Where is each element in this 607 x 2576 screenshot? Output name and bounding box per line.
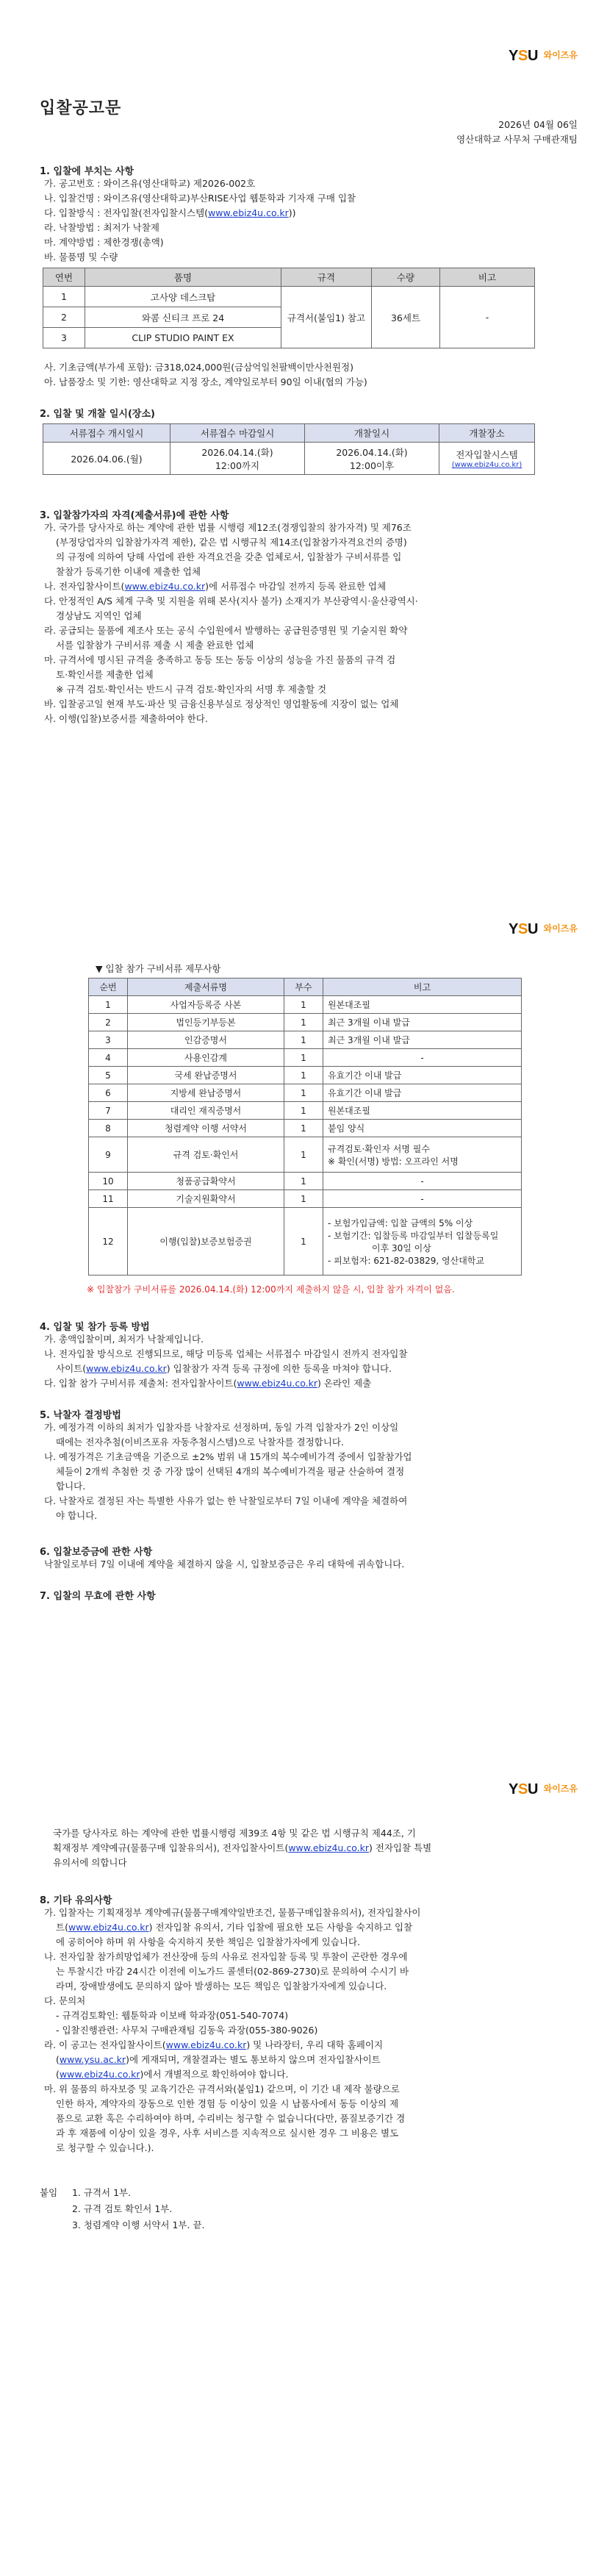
svg-text:S: S [517, 921, 528, 937]
table-cell: 규격서(붙임1) 참고 [281, 287, 372, 348]
svg-text:S: S [517, 1781, 528, 1797]
s8-line: 인한 하자, 계약자의 장동으로 인한 경험 등 이상이 있을 시 납품사에서 동등 이상의 제 [56, 2098, 399, 2109]
table-cell: 1 [284, 1137, 323, 1173]
s8-line: 트(www.ebiz4u.co.kr) 전자입찰 유의서, 기타 입찰에 필요한 모든 사항을 숙지하고 입찰 [56, 1922, 413, 1933]
table-cell: 1 [284, 1014, 323, 1031]
s5-line: 야 합니다. [56, 1510, 98, 1521]
table-cell: 국세 완납증명서 [128, 1067, 284, 1084]
appendix [40, 2185, 205, 2233]
s1-item-1: 가. 공고번호 : 와이즈유(영산대학교) 제2026-002호 [44, 178, 256, 189]
appendix-item: 2. 규격 검토 확인서 1부. [71, 2203, 173, 2214]
s5-line: 가. 예정가격 이하의 최저가 입찰자를 낙찰자로 선정하며, 동일 가격 입찰자가 2인 이상일 [44, 1422, 399, 1433]
table-cell: - [323, 1173, 522, 1190]
svg-text:U: U [527, 1781, 539, 1797]
table-cell: 규격검토·확인자 서명 필수 ※ 확인(서명) 방법: 오프라인 서명 [323, 1137, 522, 1173]
table-cell: 8 [89, 1120, 128, 1137]
s5-line: 합니다. [56, 1481, 86, 1492]
table-cell: 최근 3개월 이내 발급 [323, 1014, 522, 1031]
s3-line: 토·확인서를 제출한 업체 [56, 669, 154, 680]
s3-line: 가. 국가를 당사자로 하는 계약에 관한 법률 시행령 제12조(경쟁입찰의 참가자격) 및 제76조 [44, 522, 412, 533]
s1-item-3: 다. 입찰방식 : 전자입찰(전자입찰시스템(www.ebiz4u.co.kr)) [44, 207, 296, 218]
table-cell: - 보험가입금액: 입찰 금액의 5% 이상 - 보험기간: 입찰등록 마감일부터 입찰등록일 이후 30일 이상 - 피보험자: 621-82-03829, 영산대학교 [323, 1208, 522, 1276]
appendix-item: 1. 규격서 1부. [71, 2187, 132, 2198]
s5-line: 체들이 2개씩 추첨한 것 중 가장 많이 선택된 4개의 복수예비가격을 평균 산술하여 결정 [56, 1466, 405, 1477]
schedule-table [43, 423, 535, 475]
table-cell: 법인등기부등본 [128, 1014, 284, 1031]
s8-line: - 규격검토확인: 웹툰학과 이보배 학과장(051-540-7074) [56, 2010, 289, 2021]
table-cell: 붙임 양식 [323, 1120, 522, 1137]
table-cell: 1 [284, 1120, 323, 1137]
header-logo [509, 46, 578, 63]
ebiz-link[interactable]: www.ebiz4u.co.kr [86, 1363, 167, 1374]
s5-line: 때에는 전자추첨(이비즈포유 자동추첨시스템)으로 낙찰자를 결정합니다. [56, 1437, 344, 1448]
section-2-title: 2. 입찰 및 개찰 일시(장소) [40, 409, 155, 420]
table-cell: 10 [89, 1173, 128, 1190]
table-cell: 2026.04.06.(월) [43, 443, 170, 475]
table-cell: 11 [89, 1190, 128, 1208]
s8-line: 에 공히어야 하며 위 사항을 숙지하지 못한 책임은 입찰참가자에게 있습니다. [56, 1936, 361, 1947]
s8-line: (www.ysu.ac.kr)에 게재되며, 개찰결과는 별도 통보하지 않으며 전자입찰사이트 [56, 2054, 381, 2065]
s3-line: (부정당업자의 입찰참가자격 제한), 같은 법 시행규칙 제14조(입찰참가자격요건의 증명) [56, 537, 407, 548]
table-cell: 청품공급확약서 [128, 1173, 284, 1190]
s1-item-2: 나. 입찰건명 : 와이즈유(영산대학교)부산RISE사업 웹툰학과 기자재 구매 입찰 [44, 193, 356, 204]
s8-line: 과 후 재품에 이상이 있을 경우, 사후 서비스를 지속적으로 실시한 경우 그 비용은 별도 [56, 2128, 399, 2139]
col-place: 개찰장소 [439, 424, 535, 443]
ebiz-link[interactable]: www.ebiz4u.co.kr [237, 1378, 318, 1389]
table-cell: 고사양 데스크탑 [85, 287, 281, 307]
table-cell: 원본대조필 [323, 1102, 522, 1120]
svg-text:Y: Y [508, 48, 518, 63]
s7-line: 국가를 당사자로 하는 계약에 관한 법률시행령 제39조 4항 및 같은 법 시행규칙 제44조, 기 [53, 1828, 416, 1839]
s7-line: 획재정부 계약예규(물품구매 입찰유의서), 전자입찰사이트(www.ebiz4u.co.kr) 전자입찰 특별 [53, 1842, 432, 1853]
page-title: 입찰공고문 [40, 99, 122, 118]
table-cell: 1 [284, 1173, 323, 1190]
s8-line: 나. 전자입찰 참가희망업체가 전산장애 등의 사유로 전자입찰 등록 및 투찰이 곤란한 경우에 [44, 1951, 408, 1962]
table-cell: 1 [284, 1190, 323, 1208]
s3-line: 라. 공급되는 물품에 제조사 또는 공식 수입원에서 발행하는 공급원증명원 및 기술지원 확약 [44, 625, 408, 636]
s8-line: 가. 입찰자는 기획재정부 계약예규(물품구매계약일반조건, 물품구매입찰유의서), 전자입찰사이 [44, 1907, 421, 1918]
table-cell: - [323, 1049, 522, 1067]
s3-line: 나. 전자입찰사이트(www.ebiz4u.co.kr)에 서류접수 마감일 전까지 등록 완료한 업체 [44, 581, 387, 592]
table-cell: - [440, 287, 535, 348]
table-cell: 2 [89, 1014, 128, 1031]
col-note: 비고 [440, 268, 535, 287]
col-note: 비고 [323, 978, 522, 996]
s3-line: 서를 입찰참가 구비서류 제출 시 제출 완료한 업체 [56, 640, 254, 651]
s8-line: 품으로 교환 혹은 수리하여야 하며, 수리비는 청구할 수 없습니다(다만, 품질보증기간 경 [56, 2113, 406, 2124]
docs-warning: ※ 입찰참가 구비서류를 2026.04.14.(화) 12:00까지 제출하지 않을 시, 입찰 참가 자격이 없음. [87, 1284, 455, 1295]
s8-line: 마. 위 물품의 하자보증 및 교육기간은 규격서와(붙임1) 같으며, 이 기간 내 제작 불량으로 [44, 2083, 400, 2094]
ysu-logo-icon [509, 1779, 541, 1797]
table-cell: 1 [284, 1031, 323, 1049]
section-5-title: 5. 낙찰자 결정방법 [40, 1410, 121, 1421]
ebiz-link[interactable]: www.ebiz4u.co.kr [68, 1922, 149, 1933]
section-1-title: 1. 입찰에 부치는 사항 [40, 166, 134, 177]
s1-item-5: 마. 계약방법 : 제한경쟁(총액) [44, 237, 164, 248]
svg-text:U: U [527, 48, 539, 63]
col-opening: 개찰일시 [305, 424, 439, 443]
table-cell: 12 [89, 1208, 128, 1276]
col-doc: 제출서류명 [128, 978, 284, 996]
s3-line: 바. 입찰공고일 현재 부도·파산 및 금융신용부실로 정상적인 영업활동에 지장이 없는 업체 [44, 698, 399, 709]
s3-line: 다. 안정적인 A/S 체계 구축 및 지원을 위해 본사(지사 불가) 소재지가 부산광역시·울산광역시· [44, 595, 418, 607]
col-close: 서류접수 마감일시 [170, 424, 305, 443]
svg-text:Y: Y [508, 921, 518, 937]
table-cell: 1 [284, 1049, 323, 1067]
col-qty: 수량 [372, 268, 440, 287]
items-table [43, 268, 535, 348]
appendix-item: 3. 청렴계약 이행 서약서 1부. 끝. [71, 2219, 205, 2230]
table-cell: 1 [284, 1208, 323, 1276]
table-cell: 3 [43, 328, 85, 348]
appendix-label: 붙임 [40, 2187, 58, 2198]
docs-table [88, 978, 522, 1276]
table-cell: 9 [89, 1137, 128, 1173]
section-8-title: 8. 기타 유의사항 [40, 1895, 112, 1906]
col-no: 순번 [89, 978, 128, 996]
table-cell: 36세트 [372, 287, 440, 348]
section-3-title: 3. 입찰참가자의 자격(제출서류)에 관한 사항 [40, 510, 229, 521]
s8-line: (www.ebiz4u.co.kr)에서 개별적으로 확인하여야 합니다. [56, 2069, 289, 2080]
table-cell: 최근 3개월 이내 발급 [323, 1031, 522, 1049]
s3-line: 마. 규격서에 명시된 규격을 충족하고 동등 또는 동등 이상의 성능을 가진 물품의 규격 검 [44, 654, 396, 665]
s4-line: 가. 총액입찰이며, 최저가 낙찰제입니다. [44, 1334, 204, 1345]
s5-line: 나. 예정가격은 기초금액을 기준으로 ±2% 범위 내 15개의 복수예비가격 중에서 입찰참가업 [44, 1451, 412, 1462]
s3-line: 찰참가 등록기한 이내에 제출한 업체 [56, 566, 201, 577]
svg-text:S: S [517, 48, 528, 63]
table-cell: 지방세 완납증명서 [128, 1084, 284, 1102]
s3-line: 경상남도 지역인 업체 [56, 610, 142, 621]
section-6-title: 6. 입찰보증금에 관한 사항 [40, 1547, 153, 1558]
section-7-title: 7. 입찰의 무효에 관한 사항 [40, 1591, 156, 1602]
table-cell: 유효기간 이내 발급 [323, 1084, 522, 1102]
s4-line: 나. 전자입찰 방식으로 진행되므로, 해당 미등록 업체는 서류접수 마감일시 전까지 전자입찰 [44, 1348, 408, 1359]
s4-line: 다. 입찰 참가 구비서류 제출처: 전자입찰사이트(www.ebiz4u.co.kr) 온라인 제출 [44, 1378, 372, 1389]
table-cell: 4 [89, 1049, 128, 1067]
s8-line: 다. 문의처 [44, 1995, 86, 2006]
ebiz-link[interactable]: www.ebiz4u.co.kr [59, 2069, 140, 2080]
table-cell: 2026.04.14.(화) 12:00이후 [305, 443, 439, 475]
ebiz-link[interactable]: www.ebiz4u.co.kr [208, 207, 289, 218]
s8-line: - 입찰진행관련: 사무처 구매관재팀 김동욱 과장(055-380-9026) [56, 2025, 318, 2036]
table-cell: 이행(입찰)보증보험증권 [128, 1208, 284, 1276]
s4-line: 사이트(www.ebiz4u.co.kr) 입찰참가 자격 등록 규정에 의한 등록을 마쳐야 합니다. [56, 1363, 392, 1374]
table-cell: 원본대조필 [323, 996, 522, 1014]
col-name: 품명 [85, 268, 281, 287]
table-cell: 전자입찰시스템 (www.ebiz4u.co.kr) [439, 443, 535, 475]
ysu-link[interactable]: www.ysu.ac.kr [59, 2054, 126, 2065]
table-cell: 청렴계약 이행 서약서 [128, 1120, 284, 1137]
col-no: 연번 [43, 268, 85, 287]
table-cell: 1 [43, 287, 85, 307]
s1-after-1: 사. 기초금액(부가세 포함): 금318,024,000원(금삼억일천팔백이만사천원정) [44, 362, 354, 373]
s3-line: 의 규정에 의하여 당해 사업에 관한 자격요건을 갖춘 업체로서, 입찰참가 구비서류를 입 [56, 551, 402, 562]
s1-item-4: 라. 낙찰방법 : 최저가 낙찰제 [44, 222, 159, 233]
table-cell: 7 [89, 1102, 128, 1120]
table-cell: 6 [89, 1084, 128, 1102]
table-cell: 1 [284, 1067, 323, 1084]
col-cnt: 부수 [284, 978, 323, 996]
ysu-logo-icon [509, 46, 541, 63]
table-cell: 1 [89, 996, 128, 1014]
s8-line: 는 투찰시간 마감 24시간 이전에 이노가드 콜센터(02-869-2730)로 문의하여 수시기 바 [56, 1966, 409, 1977]
svg-text:Y: Y [508, 1781, 518, 1797]
table-cell: 기술지원확약서 [128, 1190, 284, 1208]
table-cell: 사용인감계 [128, 1049, 284, 1067]
table-cell: 1 [284, 996, 323, 1014]
table-cell: 대리인 재직증명서 [128, 1102, 284, 1120]
s8-line: 라며, 장애발생에도 문의하지 않아 발생하는 모든 책임은 입찰참가자에게 있습니다. [56, 1981, 387, 1992]
s6-line: 낙찰일로부터 7일 이내에 계약을 체결하지 않을 시, 입찰보증금은 우리 대학에 귀속합니다. [44, 1559, 405, 1570]
logo-text: 와이즈유 [543, 49, 578, 60]
table-cell: 1 [284, 1102, 323, 1120]
header-logo [509, 1779, 578, 1797]
s1-after-2: 아. 납품장소 및 기한: 영산대학교 지정 장소, 계약일로부터 90일 이내(협의 가능) [44, 376, 367, 387]
table-cell: 와콤 신티크 프로 24 [85, 307, 281, 328]
ebiz-link[interactable]: www.ebiz4u.co.kr [288, 1842, 369, 1853]
s8-line: 라. 이 공고는 전자입찰사이트(www.ebiz4u.co.kr) 및 나라장터, 우리 대학 홈페이지 [44, 2039, 384, 2050]
s3-line: ※ 규격 검토·확인서는 반드시 규격 검토·확인자의 서명 후 제출할 것 [56, 684, 327, 695]
s8-line: 로 청구할 수 있습니다.). [56, 2142, 154, 2153]
ysu-logo-icon [509, 919, 541, 937]
logo-text: 와이즈유 [543, 923, 578, 934]
table-cell: 2026.04.14.(화) 12:00까지 [170, 443, 305, 475]
docs-title: ▼ 입찰 참가 구비서류 제무사항 [96, 963, 221, 974]
ebiz-link[interactable]: www.ebiz4u.co.kr [124, 581, 206, 592]
table-cell: 1 [284, 1084, 323, 1102]
notice-org: 영산대학교 사무처 구매관재팀 [456, 134, 578, 145]
s3-line: 사. 이행(입찰)보증서를 제출하여야 한다. [44, 713, 208, 724]
svg-text:U: U [527, 921, 539, 937]
table-cell: 3 [89, 1031, 128, 1049]
logo-text: 와이즈유 [543, 1783, 578, 1794]
table-cell: 사업자등록증 사본 [128, 996, 284, 1014]
s1-item-6: 바. 물품명 및 수량 [44, 251, 118, 262]
table-cell: 5 [89, 1067, 128, 1084]
col-spec: 규격 [281, 268, 372, 287]
ebiz-link[interactable]: www.ebiz4u.co.kr [165, 2039, 247, 2050]
table-cell: 2 [43, 307, 85, 328]
table-cell: - [323, 1190, 522, 1208]
s5-line: 다. 낙찰자로 결정된 자는 특별한 사유가 없는 한 낙찰일로부터 7일 이내에 계약을 체결하여 [44, 1495, 408, 1506]
table-cell: CLIP STUDIO PAINT EX [85, 328, 281, 348]
table-cell: 인감증명서 [128, 1031, 284, 1049]
header-logo [509, 919, 578, 937]
table-cell: 유효기간 이내 발급 [323, 1067, 522, 1084]
table-cell: 규격 검토·확인서 [128, 1137, 284, 1173]
s7-line: 유의서에 의합니다 [53, 1857, 127, 1868]
notice-date: 2026년 04월 06일 [498, 119, 578, 130]
col-open: 서류접수 개시일시 [43, 424, 170, 443]
section-4-title: 4. 입찰 및 참가 등록 방법 [40, 1322, 150, 1333]
ebiz-link[interactable]: (www.ebiz4u.co.kr) [451, 461, 522, 469]
